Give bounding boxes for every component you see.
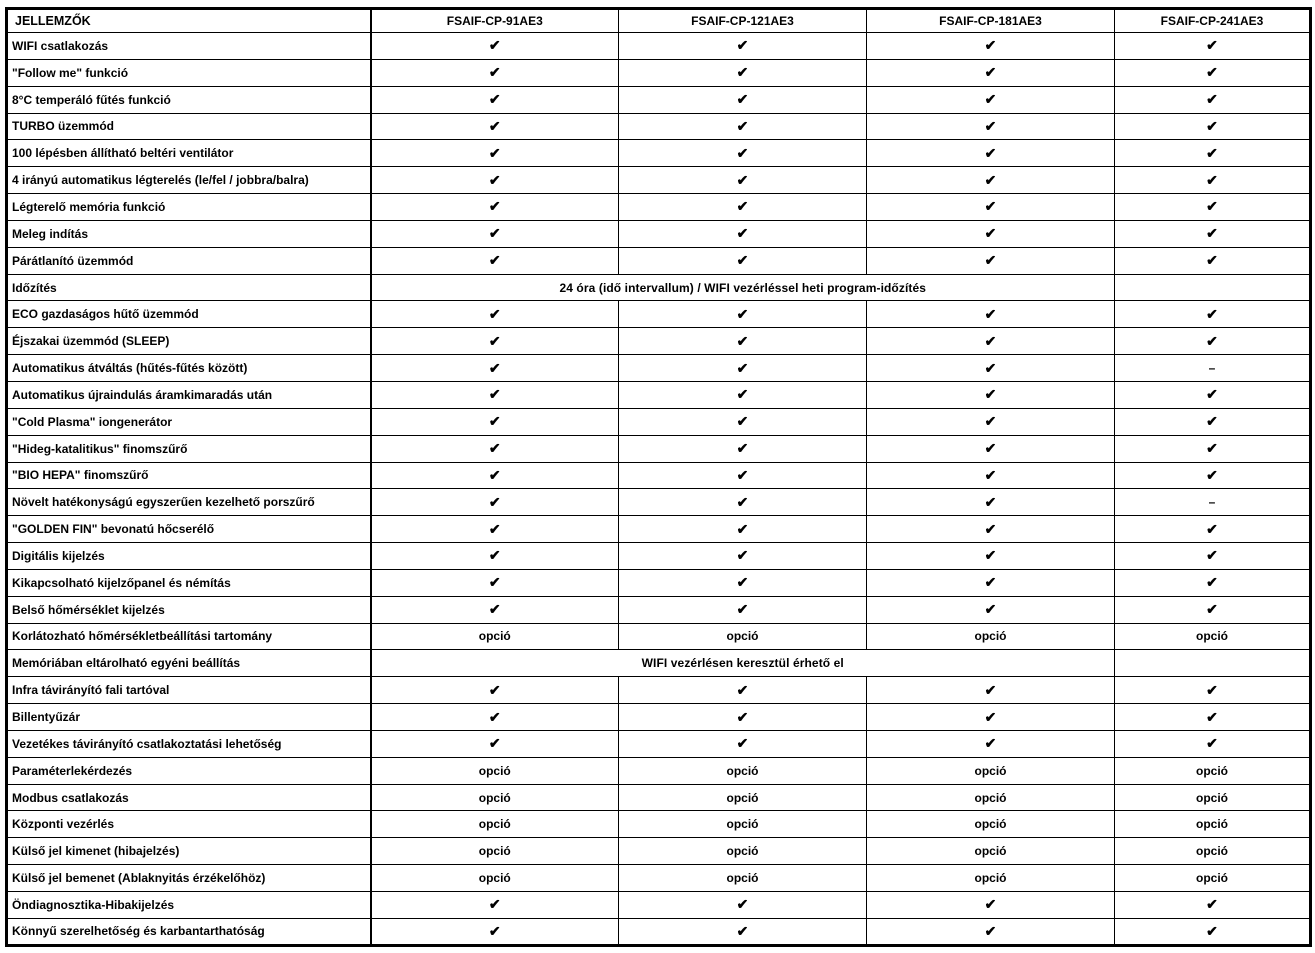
table-row bbox=[7, 918, 1311, 945]
option-label: opció bbox=[1115, 811, 1311, 838]
feature-label: "Hideg-katalitikus" finomszűrő bbox=[7, 435, 371, 462]
check-icon: ✔ bbox=[619, 543, 867, 570]
check-icon: ✔ bbox=[867, 569, 1115, 596]
check-icon: ✔ bbox=[867, 167, 1115, 194]
check-icon: ✔ bbox=[619, 113, 867, 140]
table-row bbox=[7, 569, 1311, 596]
check-icon: ✔ bbox=[619, 381, 867, 408]
header-row bbox=[7, 9, 1311, 33]
check-icon: ✔ bbox=[371, 435, 619, 462]
check-icon: ✔ bbox=[371, 892, 619, 919]
check-icon: ✔ bbox=[619, 59, 867, 86]
model-column-header-241ae3: FSAIF-CP-241AE3 bbox=[1115, 9, 1311, 33]
table-row bbox=[7, 543, 1311, 570]
check-icon: ✔ bbox=[371, 113, 619, 140]
check-icon: ✔ bbox=[1115, 435, 1311, 462]
check-icon: ✔ bbox=[619, 220, 867, 247]
check-icon: ✔ bbox=[1115, 220, 1311, 247]
table-row bbox=[7, 381, 1311, 408]
check-icon: ✔ bbox=[1115, 33, 1311, 60]
check-icon: ✔ bbox=[371, 86, 619, 113]
check-icon: ✔ bbox=[867, 381, 1115, 408]
check-icon: ✔ bbox=[619, 33, 867, 60]
check-icon: ✔ bbox=[867, 59, 1115, 86]
table-row bbox=[7, 59, 1311, 86]
feature-label: Belső hőmérséklet kijelzés bbox=[7, 596, 371, 623]
table-row bbox=[7, 301, 1311, 328]
check-icon: ✔ bbox=[867, 596, 1115, 623]
check-icon: ✔ bbox=[1115, 381, 1311, 408]
table-row bbox=[7, 435, 1311, 462]
feature-label: Infra távirányító fali tartóval bbox=[7, 677, 371, 704]
option-label: opció bbox=[1115, 623, 1311, 650]
check-icon: ✔ bbox=[1115, 86, 1311, 113]
option-label: opció bbox=[371, 784, 619, 811]
feature-label: Kikapcsolható kijelzőpanel és némítás bbox=[7, 569, 371, 596]
feature-label: WIFI csatlakozás bbox=[7, 33, 371, 60]
table-row bbox=[7, 33, 1311, 60]
option-label: opció bbox=[867, 811, 1115, 838]
feature-label: "BIO HEPA" finomszűrő bbox=[7, 462, 371, 489]
feature-label: "GOLDEN FIN" bevonatú hőcserélő bbox=[7, 516, 371, 543]
option-label: opció bbox=[1115, 865, 1311, 892]
table-row bbox=[7, 140, 1311, 167]
option-label: opció bbox=[1115, 838, 1311, 865]
feature-label: 8°C temperáló fűtés funkció bbox=[7, 86, 371, 113]
table-row bbox=[7, 677, 1311, 704]
table-row bbox=[7, 892, 1311, 919]
feature-label: Külső jel kimenet (hibajelzés) bbox=[7, 838, 371, 865]
check-icon: ✔ bbox=[371, 489, 619, 516]
model-column-header-121ae3: FSAIF-CP-121AE3 bbox=[619, 9, 867, 33]
feature-label: 4 irányú automatikus légterelés (le/fel / jobbra/balra) bbox=[7, 167, 371, 194]
option-label: opció bbox=[1115, 784, 1311, 811]
merged-value-cell: WIFI vezérlésen keresztül érhető el bbox=[371, 650, 1115, 677]
check-icon: ✔ bbox=[1115, 301, 1311, 328]
check-icon: ✔ bbox=[1115, 408, 1311, 435]
check-icon: ✔ bbox=[371, 596, 619, 623]
check-icon: ✔ bbox=[867, 730, 1115, 757]
check-icon: ✔ bbox=[867, 301, 1115, 328]
check-icon: ✔ bbox=[371, 543, 619, 570]
check-icon: ✔ bbox=[619, 301, 867, 328]
check-icon: ✔ bbox=[1115, 247, 1311, 274]
option-label: opció bbox=[371, 838, 619, 865]
check-icon: ✔ bbox=[1115, 543, 1311, 570]
check-icon: ✔ bbox=[867, 435, 1115, 462]
option-label: opció bbox=[619, 865, 867, 892]
check-icon: ✔ bbox=[867, 33, 1115, 60]
option-label: opció bbox=[1115, 757, 1311, 784]
model-column-header-181ae3: FSAIF-CP-181AE3 bbox=[867, 9, 1115, 33]
check-icon: ✔ bbox=[619, 408, 867, 435]
check-icon: ✔ bbox=[867, 677, 1115, 704]
feature-comparison-table bbox=[5, 7, 1312, 947]
table-row bbox=[7, 811, 1311, 838]
feature-label: Billentyűzár bbox=[7, 704, 371, 731]
check-icon: ✔ bbox=[619, 516, 867, 543]
dash-mark: – bbox=[1115, 355, 1311, 382]
table-row bbox=[7, 730, 1311, 757]
table-row bbox=[7, 274, 1311, 301]
check-icon: ✔ bbox=[371, 730, 619, 757]
check-icon: ✔ bbox=[619, 194, 867, 221]
check-icon: ✔ bbox=[867, 516, 1115, 543]
check-icon: ✔ bbox=[867, 704, 1115, 731]
table-row bbox=[7, 408, 1311, 435]
feature-label: ECO gazdaságos hűtő üzemmód bbox=[7, 301, 371, 328]
table-row bbox=[7, 623, 1311, 650]
check-icon: ✔ bbox=[619, 677, 867, 704]
check-icon: ✔ bbox=[1115, 462, 1311, 489]
feature-label: Vezetékes távirányító csatlakoztatási lehetőség bbox=[7, 730, 371, 757]
table-row bbox=[7, 462, 1311, 489]
check-icon: ✔ bbox=[619, 435, 867, 462]
feature-label: Digitális kijelzés bbox=[7, 543, 371, 570]
check-icon: ✔ bbox=[371, 516, 619, 543]
feature-label: "Follow me" funkció bbox=[7, 59, 371, 86]
option-label: opció bbox=[867, 757, 1115, 784]
option-label: opció bbox=[371, 865, 619, 892]
option-label: opció bbox=[867, 623, 1115, 650]
check-icon: ✔ bbox=[371, 408, 619, 435]
check-icon: ✔ bbox=[1115, 704, 1311, 731]
feature-label: Éjszakai üzemmód (SLEEP) bbox=[7, 328, 371, 355]
check-icon: ✔ bbox=[867, 355, 1115, 382]
check-icon: ✔ bbox=[371, 677, 619, 704]
check-icon: ✔ bbox=[1115, 677, 1311, 704]
check-icon: ✔ bbox=[867, 140, 1115, 167]
check-icon: ✔ bbox=[1115, 918, 1311, 945]
check-icon: ✔ bbox=[1115, 892, 1311, 919]
feature-label: Memóriában eltárolható egyéni beállítás bbox=[7, 650, 371, 677]
option-label: opció bbox=[867, 784, 1115, 811]
option-label: opció bbox=[619, 838, 867, 865]
check-icon: ✔ bbox=[619, 247, 867, 274]
check-icon: ✔ bbox=[619, 569, 867, 596]
check-icon: ✔ bbox=[867, 113, 1115, 140]
table-row bbox=[7, 86, 1311, 113]
check-icon: ✔ bbox=[619, 596, 867, 623]
check-icon: ✔ bbox=[371, 140, 619, 167]
feature-label: Párátlanító üzemmód bbox=[7, 247, 371, 274]
table-row bbox=[7, 838, 1311, 865]
check-icon: ✔ bbox=[867, 247, 1115, 274]
empty-cell bbox=[1115, 650, 1311, 677]
merged-value-cell: 24 óra (idő intervallum) / WIFI vezérléssel heti program-időzítés bbox=[371, 274, 1115, 301]
check-icon: ✔ bbox=[371, 167, 619, 194]
option-label: opció bbox=[371, 811, 619, 838]
table-row bbox=[7, 113, 1311, 140]
check-icon: ✔ bbox=[371, 355, 619, 382]
check-icon: ✔ bbox=[371, 247, 619, 274]
check-icon: ✔ bbox=[1115, 730, 1311, 757]
table-row bbox=[7, 220, 1311, 247]
option-label: opció bbox=[867, 865, 1115, 892]
check-icon: ✔ bbox=[371, 381, 619, 408]
table-row bbox=[7, 596, 1311, 623]
check-icon: ✔ bbox=[619, 355, 867, 382]
table-row bbox=[7, 489, 1311, 516]
feature-label: Automatikus átváltás (hűtés-fűtés között) bbox=[7, 355, 371, 382]
check-icon: ✔ bbox=[867, 918, 1115, 945]
check-icon: ✔ bbox=[619, 730, 867, 757]
option-label: opció bbox=[619, 811, 867, 838]
check-icon: ✔ bbox=[867, 892, 1115, 919]
empty-cell bbox=[1115, 274, 1311, 301]
check-icon: ✔ bbox=[867, 543, 1115, 570]
check-icon: ✔ bbox=[619, 704, 867, 731]
feature-label: Paraméterlekérdezés bbox=[7, 757, 371, 784]
feature-label: Időzítés bbox=[7, 274, 371, 301]
feature-label: Központi vezérlés bbox=[7, 811, 371, 838]
check-icon: ✔ bbox=[1115, 113, 1311, 140]
model-column-header-91ae3: FSAIF-CP-91AE3 bbox=[371, 9, 619, 33]
option-label: opció bbox=[371, 757, 619, 784]
check-icon: ✔ bbox=[619, 462, 867, 489]
feature-label: 100 lépésben állítható beltéri ventilátor bbox=[7, 140, 371, 167]
table-row bbox=[7, 650, 1311, 677]
option-label: opció bbox=[867, 838, 1115, 865]
check-icon: ✔ bbox=[371, 328, 619, 355]
feature-label: Modbus csatlakozás bbox=[7, 784, 371, 811]
check-icon: ✔ bbox=[371, 194, 619, 221]
feature-label: "Cold Plasma" iongenerátor bbox=[7, 408, 371, 435]
feature-label: Automatikus újraindulás áramkimaradás után bbox=[7, 381, 371, 408]
features-column-header: JELLEMZŐK bbox=[7, 9, 371, 33]
check-icon: ✔ bbox=[619, 167, 867, 194]
feature-label: Öndiagnosztika-Hibakijelzés bbox=[7, 892, 371, 919]
check-icon: ✔ bbox=[371, 301, 619, 328]
check-icon: ✔ bbox=[371, 569, 619, 596]
check-icon: ✔ bbox=[371, 462, 619, 489]
table-row bbox=[7, 865, 1311, 892]
check-icon: ✔ bbox=[371, 33, 619, 60]
check-icon: ✔ bbox=[619, 328, 867, 355]
check-icon: ✔ bbox=[867, 328, 1115, 355]
check-icon: ✔ bbox=[371, 918, 619, 945]
table-row bbox=[7, 247, 1311, 274]
check-icon: ✔ bbox=[1115, 59, 1311, 86]
option-label: opció bbox=[619, 623, 867, 650]
table-row bbox=[7, 194, 1311, 221]
option-label: opció bbox=[619, 784, 867, 811]
feature-label: TURBO üzemmód bbox=[7, 113, 371, 140]
option-label: opció bbox=[619, 757, 867, 784]
table-row bbox=[7, 704, 1311, 731]
check-icon: ✔ bbox=[867, 220, 1115, 247]
check-icon: ✔ bbox=[619, 140, 867, 167]
check-icon: ✔ bbox=[1115, 328, 1311, 355]
check-icon: ✔ bbox=[371, 704, 619, 731]
check-icon: ✔ bbox=[1115, 194, 1311, 221]
check-icon: ✔ bbox=[1115, 167, 1311, 194]
table-row bbox=[7, 516, 1311, 543]
dash-mark: – bbox=[1115, 489, 1311, 516]
check-icon: ✔ bbox=[619, 892, 867, 919]
table-row bbox=[7, 328, 1311, 355]
feature-label: Meleg indítás bbox=[7, 220, 371, 247]
table-row bbox=[7, 167, 1311, 194]
check-icon: ✔ bbox=[1115, 569, 1311, 596]
check-icon: ✔ bbox=[867, 86, 1115, 113]
feature-label: Korlátozható hőmérsékletbeállítási tartomány bbox=[7, 623, 371, 650]
table-row bbox=[7, 784, 1311, 811]
check-icon: ✔ bbox=[1115, 140, 1311, 167]
check-icon: ✔ bbox=[1115, 596, 1311, 623]
check-icon: ✔ bbox=[867, 462, 1115, 489]
feature-label: Légterelő memória funkció bbox=[7, 194, 371, 221]
check-icon: ✔ bbox=[619, 489, 867, 516]
check-icon: ✔ bbox=[619, 86, 867, 113]
check-icon: ✔ bbox=[867, 489, 1115, 516]
feature-table-body bbox=[7, 33, 1311, 946]
check-icon: ✔ bbox=[867, 194, 1115, 221]
check-icon: ✔ bbox=[371, 59, 619, 86]
table-row bbox=[7, 757, 1311, 784]
check-icon: ✔ bbox=[619, 918, 867, 945]
option-label: opció bbox=[371, 623, 619, 650]
feature-label: Külső jel bemenet (Ablaknyitás érzékelőhöz) bbox=[7, 865, 371, 892]
check-icon: ✔ bbox=[867, 408, 1115, 435]
table-row bbox=[7, 355, 1311, 382]
feature-label: Könnyű szerelhetőség és karbantarthatóság bbox=[7, 918, 371, 945]
check-icon: ✔ bbox=[371, 220, 619, 247]
feature-label: Növelt hatékonyságú egyszerűen kezelhető porszűrő bbox=[7, 489, 371, 516]
check-icon: ✔ bbox=[1115, 516, 1311, 543]
